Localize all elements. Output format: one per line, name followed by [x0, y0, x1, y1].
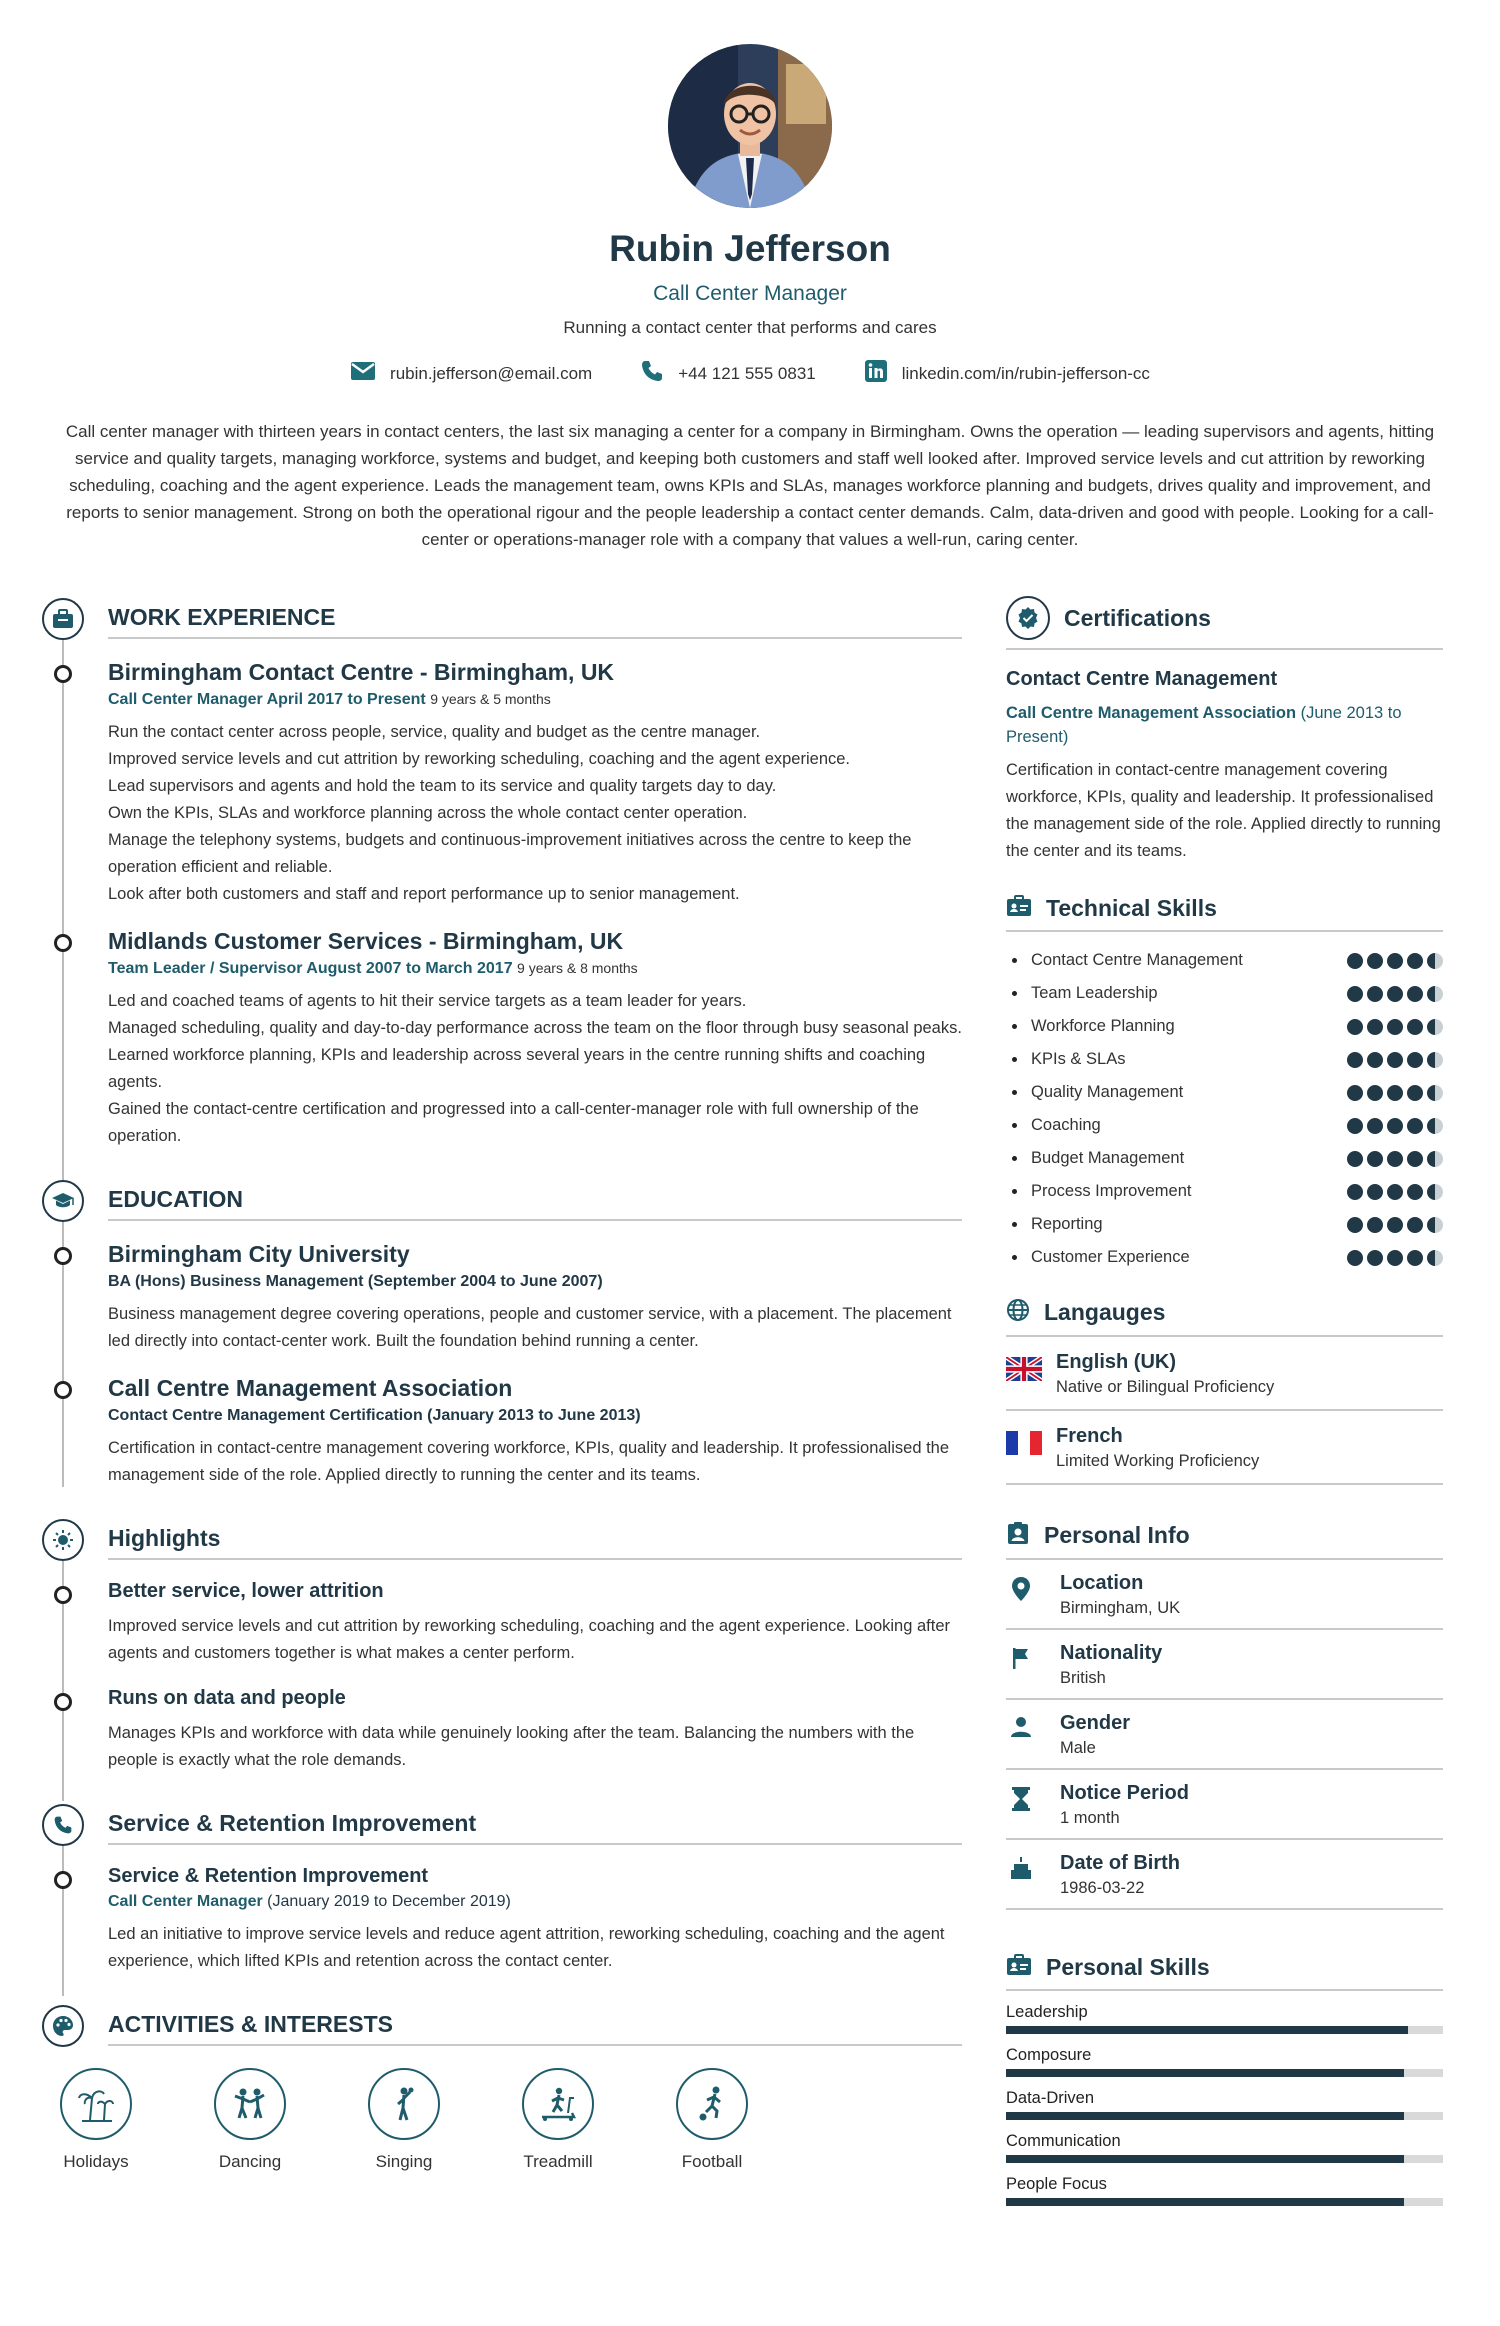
technical-skill-item — [1006, 1175, 1443, 1208]
technical-skill-name: Quality Management — [1006, 1083, 1183, 1102]
section-title: WORK EXPERIENCE — [108, 604, 962, 639]
rating-dot — [1387, 1151, 1403, 1167]
phone-icon — [42, 1804, 84, 1846]
language-name: English (UK) — [1056, 1351, 1176, 1373]
section-title: Personal Skills — [1046, 1954, 1210, 1980]
company-name: Midlands Customer Services - Birmingham, UK — [108, 928, 624, 954]
interests-list — [42, 2068, 962, 2172]
rating-dot — [1427, 1151, 1443, 1167]
rating-dot — [1367, 1250, 1383, 1266]
hourglass-icon — [1006, 1782, 1036, 1812]
language-name: French — [1056, 1425, 1123, 1447]
timeline-dot — [54, 1871, 72, 1889]
skill-level-bar — [1006, 2155, 1443, 2163]
linkedin-contact[interactable] — [864, 359, 1150, 388]
rating-dot — [1427, 1250, 1443, 1266]
certifications-section — [1006, 596, 1443, 865]
interest-item — [196, 2068, 304, 2172]
job-title: Call Center Manager — [653, 282, 847, 305]
technical-skill-name: Team Leadership — [1006, 984, 1158, 1003]
treadmill-icon — [522, 2068, 594, 2140]
rating-dot — [1347, 1118, 1363, 1134]
interest-label: Dancing — [218, 2152, 282, 2171]
rating-dot — [1407, 1217, 1423, 1233]
highlight-text: Manages KPIs and workforce with data while genuinely looking after the team. Balancing the numbers with the people is exactly what the role demands. — [108, 1724, 915, 1769]
france-flag-icon — [1006, 1431, 1042, 1460]
rating-dot — [1407, 1118, 1423, 1134]
project-dates: (January 2019 to December 2019) — [267, 1893, 511, 1910]
phone-text[interactable]: +44 121 555 0831 — [678, 363, 816, 383]
rating-dot — [1367, 1052, 1383, 1068]
job-description — [108, 719, 962, 908]
job-role-text: Call Center Manager April 2017 to Present — [108, 691, 426, 708]
education-entry — [108, 1375, 962, 1489]
job-line: Improved service levels and cut attrition by reworking scheduling, coaching and the agent experience. — [108, 750, 851, 768]
interests-section — [42, 2011, 962, 2046]
skill-rating-dots — [1347, 1250, 1443, 1266]
info-item-gender — [1006, 1700, 1443, 1770]
rating-dot — [1407, 1250, 1423, 1266]
technical-skill-item — [1006, 1241, 1443, 1274]
skill-rating-dots — [1347, 1052, 1443, 1068]
rating-dot — [1347, 1151, 1363, 1167]
skill-rating-dots — [1347, 1019, 1443, 1035]
section-title: EDUCATION — [108, 1186, 962, 1221]
education-section — [42, 1186, 962, 1489]
rating-dot — [1427, 953, 1443, 969]
project-section — [42, 1810, 962, 1975]
technical-skill-item — [1006, 1208, 1443, 1241]
certification-issuer-name: Call Centre Management Association — [1006, 704, 1297, 722]
language-item — [1006, 1411, 1443, 1485]
personal-skill-item — [1006, 2132, 1443, 2163]
info-value: British — [1060, 1669, 1106, 1687]
rating-dot — [1407, 1151, 1423, 1167]
certification-description: Certification in contact-centre management covering workforce, KPIs, quality and leadership. It professionalised the management side of the role. Applied directly to running the center and its teams. — [1006, 761, 1441, 860]
job-line: Learned workforce planning, KPIs and leadership across several years in the centre running shifts and coaching agents. — [108, 1046, 926, 1091]
timeline-dot — [54, 1247, 72, 1265]
rating-dot — [1347, 1217, 1363, 1233]
rating-dot — [1347, 953, 1363, 969]
skill-rating-dots — [1347, 1151, 1443, 1167]
certification-name: Contact Centre Management — [1006, 668, 1278, 690]
school-name: Call Centre Management Association — [108, 1375, 513, 1401]
skill-level-fill — [1006, 2026, 1408, 2034]
person-icon — [1006, 1712, 1036, 1738]
job-line: Managed scheduling, quality and day-to-day performance across the team on the floor through busy seasonal peaks. — [108, 1019, 962, 1037]
phone-icon — [640, 359, 664, 388]
rating-dot — [1407, 986, 1423, 1002]
interest-item — [350, 2068, 458, 2172]
language-item — [1006, 1337, 1443, 1411]
job-entry — [108, 928, 962, 1150]
skill-level-fill — [1006, 2155, 1404, 2163]
highlights-section — [42, 1525, 962, 1774]
job-duration: 9 years & 5 months — [430, 691, 551, 707]
rating-dot — [1427, 1118, 1443, 1134]
company-name: Birmingham Contact Centre - Birmingham, UK — [108, 659, 615, 685]
certificate-badge-icon — [1006, 596, 1050, 640]
technical-skill-item — [1006, 977, 1443, 1010]
skill-rating-dots — [1347, 1085, 1443, 1101]
certification-dates: (June 2013 to Present) — [1006, 704, 1402, 746]
technical-skill-name: Customer Experience — [1006, 1248, 1190, 1267]
interest-item — [658, 2068, 766, 2172]
palm-tree-icon — [60, 2068, 132, 2140]
highlight-text: Improved service levels and cut attrition by reworking scheduling, coaching and the agent experience. Looking after agents and customers together is what makes a center perform. — [108, 1617, 950, 1662]
profile-photo — [668, 44, 832, 208]
rating-dot — [1387, 1184, 1403, 1200]
rating-dot — [1427, 1085, 1443, 1101]
rating-dot — [1367, 1217, 1383, 1233]
skill-rating-dots — [1347, 953, 1443, 969]
job-line: Lead supervisors and agents and hold the team to its service and quality targets day to day. — [108, 777, 777, 795]
personal-skill-name: Data-Driven — [1006, 2089, 1095, 2107]
interest-item — [42, 2068, 150, 2172]
rating-dot — [1367, 986, 1383, 1002]
skill-rating-dots — [1347, 1118, 1443, 1134]
personal-skills-list — [1006, 2003, 1443, 2206]
technical-skill-name: Contact Centre Management — [1006, 951, 1243, 970]
skill-level-bar — [1006, 2026, 1443, 2034]
job-line: Own the KPIs, SLAs and workforce planning across the whole contact center operation. — [108, 804, 748, 822]
personal-skill-name: Composure — [1006, 2046, 1092, 2064]
technical-skills-section — [1006, 895, 1443, 1274]
skill-level-bar — [1006, 2198, 1443, 2206]
education-description: Business management degree covering operations, people and customer service, with a placement. The placement led directly into contact-center work. Built the foundation behind running a center. — [108, 1305, 952, 1350]
job-line: Run the contact center across people, service, quality and budget as the centre manager. — [108, 723, 761, 741]
rating-dot — [1387, 1250, 1403, 1266]
info-label: Gender — [1060, 1712, 1131, 1734]
personal-skill-name: Communication — [1006, 2132, 1121, 2150]
rating-dot — [1367, 1118, 1383, 1134]
sparkle-icon — [42, 1519, 84, 1561]
rating-dot — [1367, 1019, 1383, 1035]
right-column — [1006, 604, 1443, 2206]
section-title: Technical Skills — [1046, 895, 1217, 921]
briefcase-icon — [42, 598, 84, 640]
skill-level-bar — [1006, 2069, 1443, 2077]
section-title: ACTIVITIES & INTERESTS — [108, 2011, 962, 2046]
rating-dot — [1407, 1052, 1423, 1068]
interest-item — [504, 2068, 612, 2172]
rating-dot — [1347, 1250, 1363, 1266]
graduation-cap-icon — [42, 1180, 84, 1222]
timeline-dot — [54, 1693, 72, 1711]
singer-icon — [368, 2068, 440, 2140]
skill-level-fill — [1006, 2069, 1404, 2077]
rating-dot — [1367, 1151, 1383, 1167]
linkedin-icon — [864, 359, 888, 388]
contact-card-icon — [1006, 1521, 1030, 1550]
rating-dot — [1427, 986, 1443, 1002]
info-value: 1 month — [1060, 1809, 1120, 1827]
rating-dot — [1407, 1085, 1423, 1101]
info-label: Location — [1060, 1572, 1144, 1594]
rating-dot — [1407, 1019, 1423, 1035]
id-badge-icon — [1006, 895, 1032, 922]
job-role — [108, 691, 962, 709]
personal-info-section — [1006, 1521, 1443, 1910]
section-title: Personal Info — [1044, 1522, 1190, 1548]
technical-skill-name: Budget Management — [1006, 1149, 1184, 1168]
skill-rating-dots — [1347, 1217, 1443, 1233]
interest-label: Treadmill — [523, 2152, 593, 2171]
rating-dot — [1387, 986, 1403, 1002]
highlight-entry — [108, 1580, 962, 1667]
technical-skill-item — [1006, 1043, 1443, 1076]
football-player-icon — [676, 2068, 748, 2140]
cake-icon — [1006, 1852, 1036, 1880]
language-level: Native or Bilingual Proficiency — [1056, 1378, 1275, 1396]
palette-icon — [42, 2005, 84, 2047]
rating-dot — [1387, 1217, 1403, 1233]
skill-level-fill — [1006, 2198, 1404, 2206]
info-label: Nationality — [1060, 1642, 1163, 1664]
personal-skill-item — [1006, 2003, 1443, 2034]
school-name: Birmingham City University — [108, 1241, 410, 1267]
job-role-text: Team Leader / Supervisor August 2007 to March 2017 — [108, 960, 513, 977]
timeline-dot — [54, 934, 72, 952]
info-value: Birmingham, UK — [1060, 1599, 1181, 1617]
id-badge-icon — [1006, 1954, 1032, 1981]
info-value: 1986-03-22 — [1060, 1879, 1145, 1897]
resume-header — [0, 44, 1500, 388]
technical-skill-name: Reporting — [1006, 1215, 1103, 1234]
interest-label: Singing — [375, 2152, 433, 2171]
info-item-nationality — [1006, 1630, 1443, 1700]
language-level: Limited Working Proficiency — [1056, 1452, 1260, 1470]
rating-dot — [1387, 1085, 1403, 1101]
job-entry — [108, 659, 962, 908]
certification-issuer — [1006, 701, 1443, 749]
timeline-dot — [54, 665, 72, 683]
job-line: Manage the telephony systems, budgets and continuous-improvement initiatives across the centre to keep the operation efficient and reliable. — [108, 831, 912, 876]
globe-icon — [1006, 1298, 1030, 1327]
highlight-entry — [108, 1687, 962, 1774]
rating-dot — [1427, 1019, 1443, 1035]
technical-skill-name: Coaching — [1006, 1116, 1101, 1135]
job-line: Led and coached teams of agents to hit their service targets as a team leader for years. — [108, 992, 747, 1010]
rating-dot — [1367, 1184, 1383, 1200]
timeline-dot — [54, 1586, 72, 1604]
uk-flag-icon — [1006, 1357, 1042, 1386]
job-line: Gained the contact-centre certification and progressed into a call-center-manager role with full ownership of the operation. — [108, 1100, 919, 1145]
info-value: Male — [1060, 1739, 1096, 1757]
rating-dot — [1347, 1085, 1363, 1101]
left-column — [42, 604, 962, 2172]
rating-dot — [1387, 1019, 1403, 1035]
email-text[interactable]: rubin.jefferson@email.com — [390, 363, 593, 383]
degree: BA (Hons) Business Management (September 2004 to June 2007) — [108, 1273, 603, 1290]
contact-bar — [0, 359, 1500, 388]
phone-contact[interactable] — [640, 359, 816, 388]
timeline-dot — [54, 1381, 72, 1399]
skill-level-fill — [1006, 2112, 1404, 2120]
rating-dot — [1347, 1019, 1363, 1035]
section-title: Certifications — [1064, 604, 1211, 631]
rating-dot — [1347, 1184, 1363, 1200]
highlight-title: Runs on data and people — [108, 1687, 346, 1709]
rating-dot — [1367, 1085, 1383, 1101]
candidate-name: Rubin Jefferson — [609, 228, 891, 269]
rating-dot — [1407, 1184, 1423, 1200]
info-item-location — [1006, 1560, 1443, 1630]
work-experience-section — [42, 604, 962, 1150]
rating-dot — [1347, 986, 1363, 1002]
project-role-text: Call Center Manager — [108, 1893, 263, 1910]
technical-skill-item — [1006, 1142, 1443, 1175]
section-title: Service & Retention Improvement — [108, 1810, 962, 1845]
project-entry — [108, 1865, 962, 1975]
project-role — [108, 1893, 962, 1911]
project-title: Service & Retention Improvement — [108, 1865, 429, 1887]
education-description: Certification in contact-centre management covering workforce, KPIs, quality and leadership. It professionalised the management side of the role. Applied directly to running the center and its teams. — [108, 1439, 950, 1484]
rating-dot — [1347, 1052, 1363, 1068]
job-line: Look after both customers and staff and report performance up to senior management. — [108, 885, 740, 903]
section-title: Langauges — [1044, 1299, 1166, 1325]
info-item-notice-period — [1006, 1770, 1443, 1840]
technical-skill-item — [1006, 1076, 1443, 1109]
linkedin-text[interactable]: linkedin.com/in/rubin-jefferson-cc — [901, 363, 1150, 383]
profile-summary: Call center manager with thirteen years in contact centers, the last six managing a center for a company in Birmingham. Owns the operation — leading supervisors and agents, hitting service and quality targets, managing workforce, systems and budget, and keeping both customers and staff well looked after. Improved service levels and cut attrition by reworking scheduling, coaching and the agent experience. Leads the management team, owns KPIs and SLAs, manages workforce planning and budgets, drives quality and improvement, and reports to senior management. Strong on both the operational rigour and the people leadership a contact center demands. Calm, data-driven and good with people. Looking for a call-center or operations-manager role with a company that values a well-run, caring center. — [65, 422, 1435, 549]
technical-skill-item — [1006, 944, 1443, 977]
personal-skill-name: Leadership — [1006, 2003, 1088, 2021]
languages-section — [1006, 1298, 1443, 1485]
job-description — [108, 988, 962, 1150]
job-role — [108, 960, 962, 978]
project-description: Led an initiative to improve service levels and reduce agent attrition, reworking scheduling, coaching and the agent experience, which lifted KPIs and retention across the contact center. — [108, 1925, 945, 1970]
personal-skills-section — [1006, 1954, 1443, 2206]
skill-rating-dots — [1347, 1184, 1443, 1200]
highlight-title: Better service, lower attrition — [108, 1580, 384, 1602]
technical-skills-list — [1006, 944, 1443, 1274]
section-title: Highlights — [108, 1525, 962, 1560]
email-contact[interactable] — [350, 359, 592, 388]
technical-skill-item — [1006, 1109, 1443, 1142]
personal-skill-item — [1006, 2089, 1443, 2120]
personal-skill-item — [1006, 2046, 1443, 2077]
location-pin-icon — [1006, 1572, 1036, 1602]
interest-label: Football — [681, 2152, 743, 2171]
email-icon — [350, 361, 376, 386]
technical-skill-name: Workforce Planning — [1006, 1017, 1175, 1036]
info-label: Date of Birth — [1060, 1852, 1180, 1874]
interest-label: Holidays — [63, 2152, 129, 2171]
personal-skill-name: People Focus — [1006, 2175, 1107, 2193]
rating-dot — [1427, 1052, 1443, 1068]
rating-dot — [1387, 1118, 1403, 1134]
skill-rating-dots — [1347, 986, 1443, 1002]
rating-dot — [1387, 1052, 1403, 1068]
info-item-date-of-birth — [1006, 1840, 1443, 1910]
skill-level-bar — [1006, 2112, 1443, 2120]
dancing-icon — [214, 2068, 286, 2140]
rating-dot — [1367, 953, 1383, 969]
rating-dot — [1407, 953, 1423, 969]
degree: Contact Centre Management Certification (January 2013 to June 2013) — [108, 1407, 641, 1424]
rating-dot — [1427, 1217, 1443, 1233]
rating-dot — [1387, 953, 1403, 969]
education-entry — [108, 1241, 962, 1355]
technical-skill-name: Process Improvement — [1006, 1182, 1191, 1201]
rating-dot — [1427, 1184, 1443, 1200]
technical-skill-name: KPIs & SLAs — [1006, 1050, 1125, 1069]
personal-skill-item — [1006, 2175, 1443, 2206]
job-duration: 9 years & 8 months — [517, 960, 638, 976]
flag-icon — [1006, 1642, 1036, 1670]
tagline: Running a contact center that performs and cares — [563, 318, 937, 337]
info-label: Notice Period — [1060, 1782, 1189, 1804]
technical-skill-item — [1006, 1010, 1443, 1043]
